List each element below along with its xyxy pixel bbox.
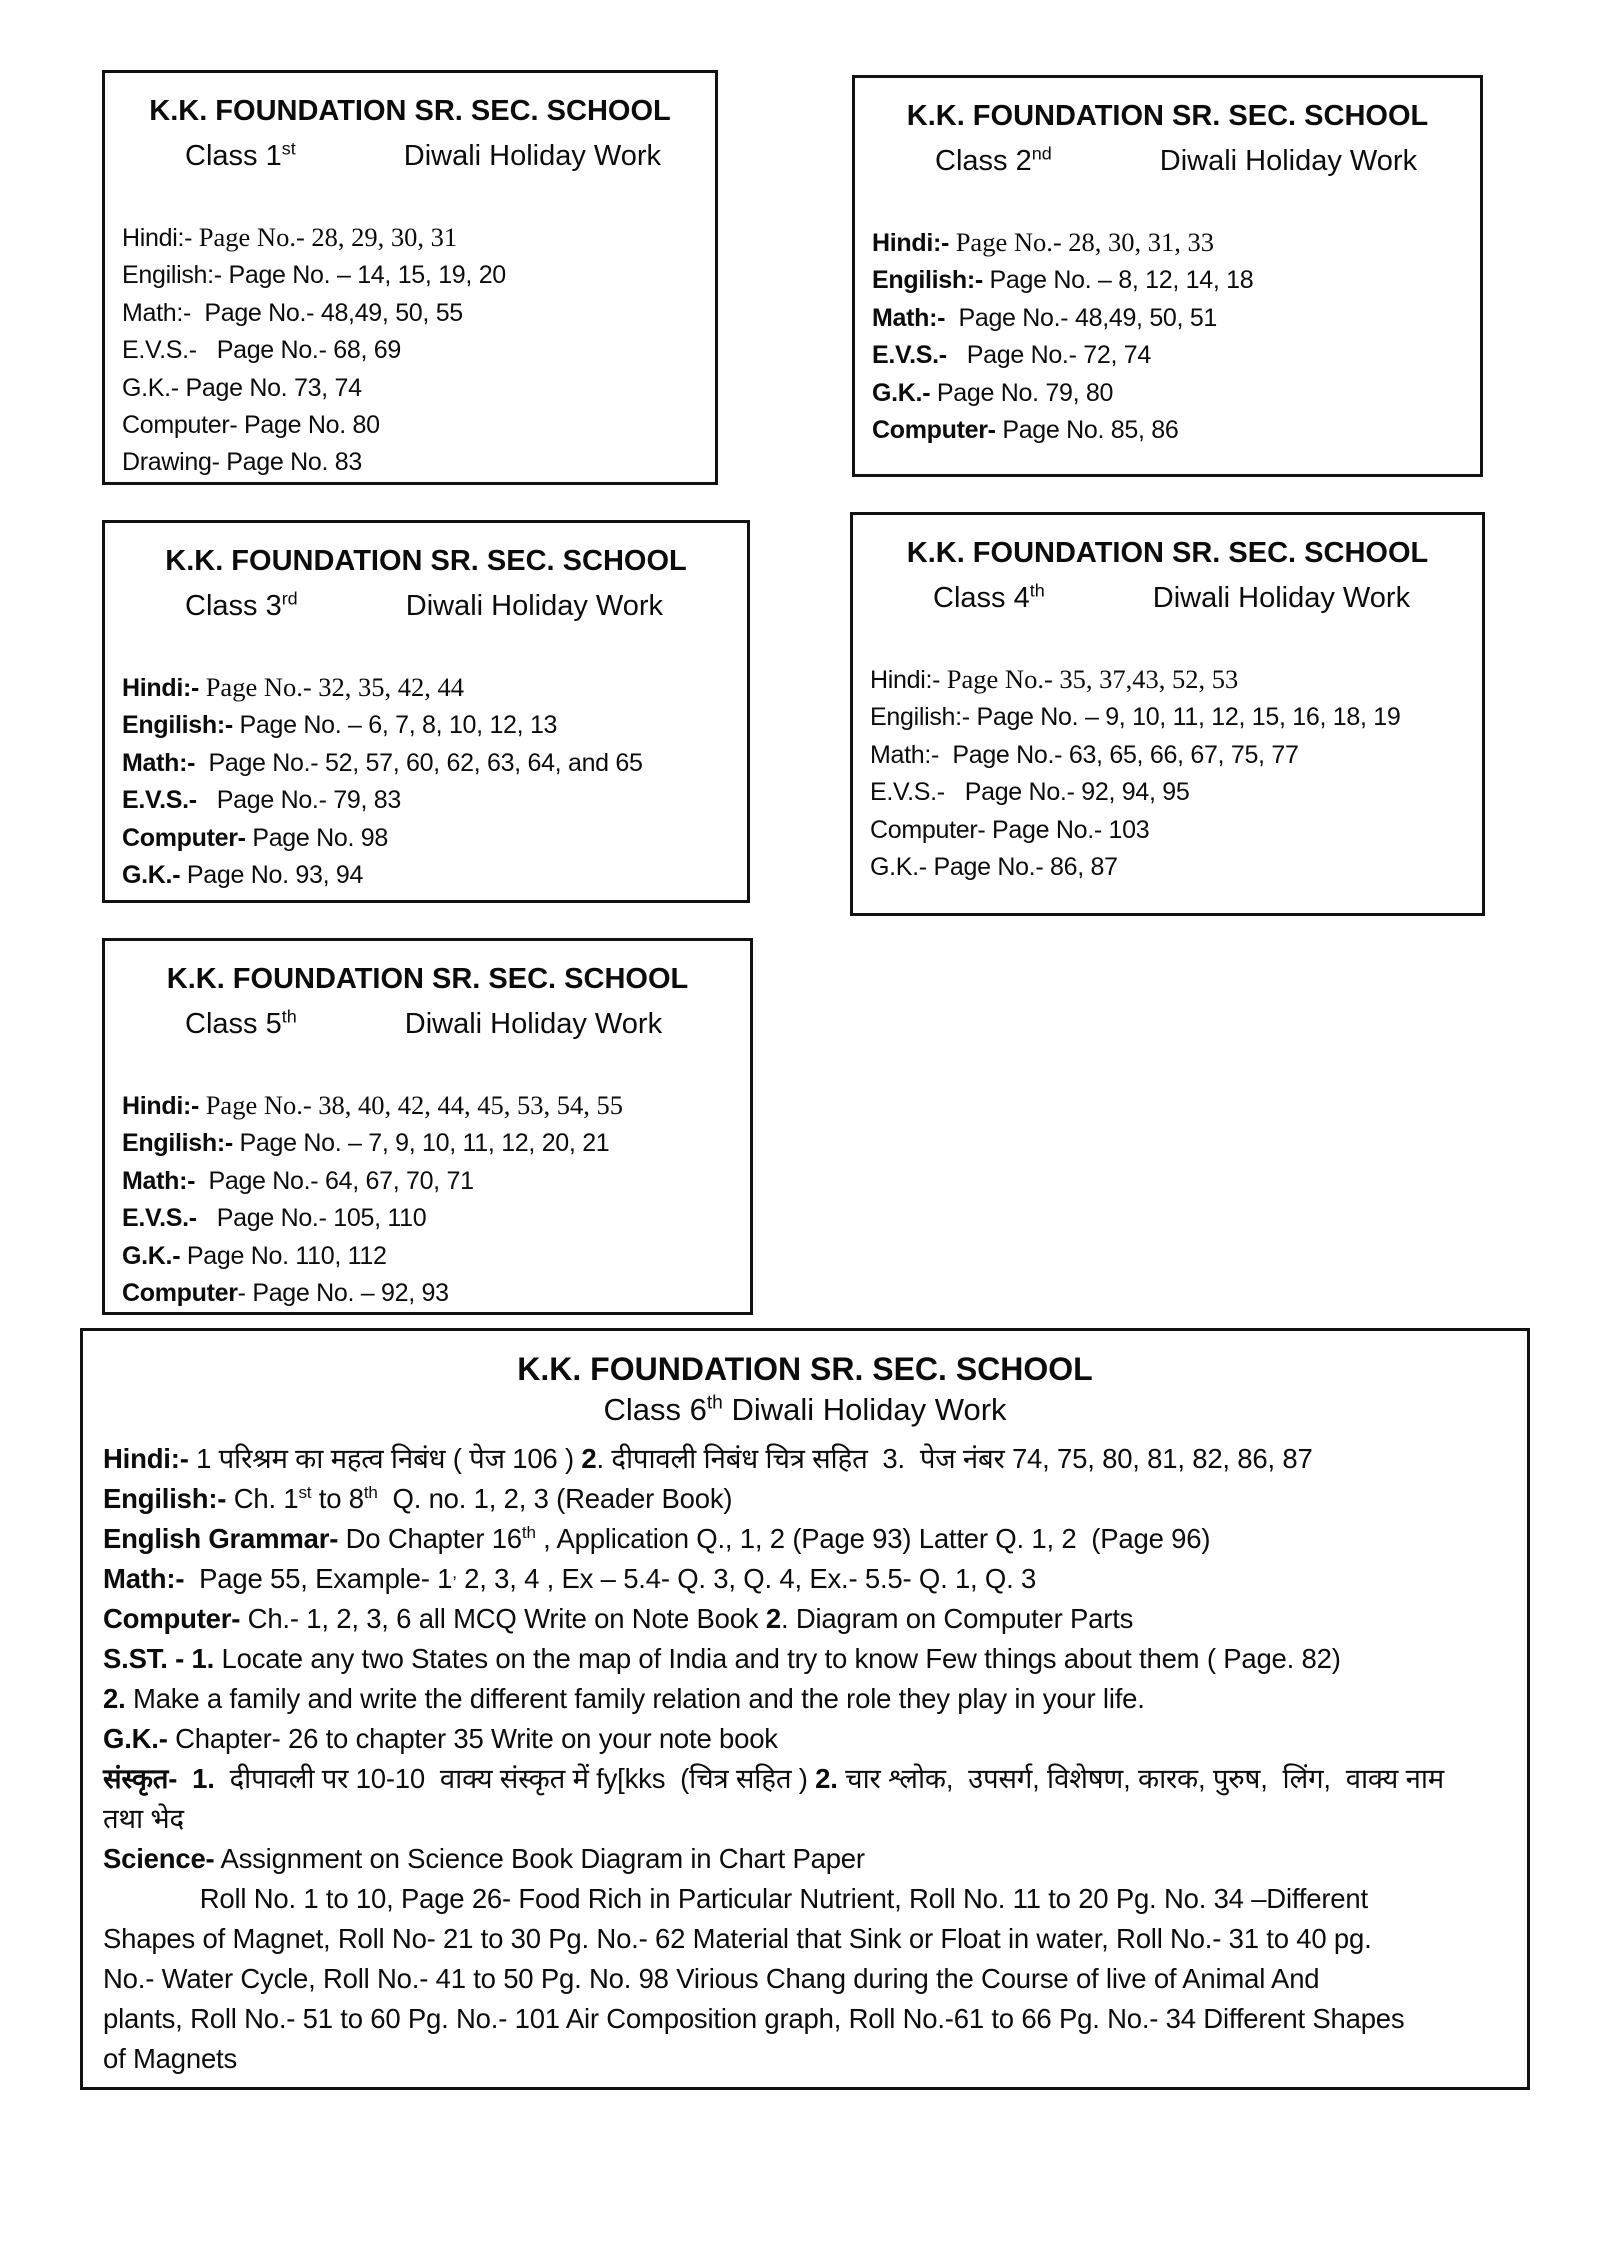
assignment-lines xyxy=(105,219,715,482)
assignment-line xyxy=(870,661,1465,699)
text-run xyxy=(177,1763,192,1794)
assignment-line xyxy=(122,820,730,857)
text-run: Page No.- 105, 110 xyxy=(203,1204,427,1233)
text-run: Math:- Page No.- 63, 65, 66, 67, 75, 77 xyxy=(870,740,1299,769)
class-label-text: Class 5 xyxy=(185,1008,282,1040)
text-run: Computer- Page No. 80 xyxy=(122,411,380,440)
text-run: Roll No. 1 to 10, Page 26- Food Rich in Particular Nutrient, Roll No. 11 to 20 Pg. No. 34 –Different xyxy=(103,1883,1368,1914)
text-run: Computer xyxy=(122,1279,238,1308)
assignment-line xyxy=(103,1719,1507,1759)
class-title-row xyxy=(853,579,1482,617)
assignment-line xyxy=(122,857,730,894)
assignment-line xyxy=(872,337,1463,374)
school-name-heading: K.K. FOUNDATION SR. SEC. SCHOOL xyxy=(906,100,1429,132)
assignment-line xyxy=(872,262,1463,299)
class-1st-homework-box xyxy=(102,70,718,485)
assignment-line xyxy=(103,1639,1507,1679)
assignment-line xyxy=(103,1679,1507,1719)
class-label xyxy=(185,590,298,622)
text-run: G.K.- xyxy=(122,1241,187,1270)
text-run: Diwali Holiday Work xyxy=(722,1392,1007,1427)
assignment-line xyxy=(122,707,730,744)
work-title: Diwali Holiday Work xyxy=(404,1008,663,1040)
assignment-line xyxy=(122,219,698,257)
assignment-line xyxy=(103,1919,1507,1959)
text-run: - Page No. – 92, 93 xyxy=(237,1279,449,1308)
text-run: Hindi:- xyxy=(870,666,947,694)
text-run: Engilish:- Page No. – 9, 10, 11, 12, 15, 16, 18, 19 xyxy=(870,703,1401,732)
assignment-line xyxy=(122,444,698,481)
assignment-lines xyxy=(83,1439,1527,2079)
text-run: Page No. 85, 86 xyxy=(1002,416,1179,445)
class-6th-homework-box xyxy=(80,1328,1530,2090)
text-run: E.V.S.- Page No.- 68, 69 xyxy=(122,336,401,365)
text-run: th xyxy=(521,1522,536,1542)
assignment-line xyxy=(122,1163,733,1200)
text-run: English Grammar- xyxy=(103,1523,339,1554)
work-title: Diwali Holiday Work xyxy=(1152,582,1411,614)
assignment-line xyxy=(122,782,730,819)
text-run: Computer- xyxy=(103,1603,241,1634)
school-name-heading: K.K. FOUNDATION SR. SEC. SCHOOL xyxy=(517,1351,1093,1387)
assignment-line xyxy=(870,699,1465,736)
class-label xyxy=(935,145,1052,177)
text-run: Do Chapter 16 xyxy=(338,1523,522,1554)
assignment-line xyxy=(872,375,1463,412)
text-run: . दीपावली निबंध चित्र सहित 3. पेज नंबर 74, 75, 80, 81, 82, 86, 87 xyxy=(596,1443,1313,1474)
assignment-line xyxy=(103,1439,1507,1479)
text-run: G.K.- xyxy=(872,378,937,407)
class-title-row xyxy=(855,142,1480,180)
text-run: Page No. 110, 112 xyxy=(186,1241,387,1270)
class-label xyxy=(185,140,296,172)
text-run: Page No.- 28, 30, 31, 33 xyxy=(955,227,1215,257)
text-run: Engilish:- Page No. – 14, 15, 19, 20 xyxy=(122,261,506,290)
text-run: Hindi:- xyxy=(122,224,199,252)
text-run: Page No.- 32, 35, 42, 44 xyxy=(205,672,465,702)
assignment-line xyxy=(122,745,730,782)
text-run: Class 6 xyxy=(603,1392,707,1427)
assignment-lines xyxy=(853,661,1482,886)
text-run: Page No.- 48,49, 50, 51 xyxy=(951,303,1218,332)
text-run: . Diagram on Computer Parts xyxy=(780,1603,1134,1634)
text-run: , Application Q., 1, 2 (Page 93) Latter Q. 1, 2 (Page 96) xyxy=(535,1523,1211,1554)
text-run: G.K.- xyxy=(103,1723,168,1754)
text-run: 2 xyxy=(581,1443,597,1474)
assignment-line xyxy=(103,1879,1507,1919)
text-run: Math:- xyxy=(872,303,952,332)
class-label-text: Class 2 xyxy=(935,145,1032,177)
text-run: th xyxy=(363,1482,378,1502)
assignment-line xyxy=(122,332,698,369)
text-run: Make a family and write the different family relation and the role they play in your life. xyxy=(125,1683,1145,1714)
assignment-lines xyxy=(855,224,1480,449)
text-run: No.- Water Cycle, Roll No.- 41 to 50 Pg. No. 98 Virious Chang during the Course of live of Animal And xyxy=(103,1963,1320,1994)
assignment-line xyxy=(103,1799,1507,1839)
text-run: Hindi:- xyxy=(103,1443,189,1474)
text-run: Hindi:- xyxy=(872,229,956,257)
text-run: st xyxy=(298,1482,312,1502)
text-run: G.K.- Page No.- 86, 87 xyxy=(870,853,1118,882)
text-run: Ch. 1 xyxy=(226,1483,299,1514)
class-label-text: Class 1 xyxy=(185,140,282,172)
class-2nd-homework-box xyxy=(852,75,1483,477)
text-run: Page No.- 79, 83 xyxy=(203,786,401,815)
assignment-line xyxy=(122,407,698,444)
class-5th-homework-box xyxy=(102,938,753,1315)
text-run: 2. xyxy=(103,1683,126,1714)
ordinal-suffix: rd xyxy=(281,588,298,609)
ordinal-suffix: th xyxy=(1029,580,1045,601)
text-run: Page No. 93, 94 xyxy=(186,861,364,890)
text-run: Science- xyxy=(103,1843,215,1874)
assignment-lines xyxy=(105,1087,750,1312)
text-run: Shapes of Magnet, Roll No- 21 to 30 Pg. No.- 62 Material that Sink or Float in water, Roll No.- 31 to 40 pg. xyxy=(103,1923,1372,1954)
assignment-line xyxy=(103,1999,1507,2039)
text-run: of Magnets xyxy=(103,2043,238,2074)
class-4th-homework-box xyxy=(850,512,1485,916)
class-title-row xyxy=(105,587,747,625)
text-run: Page No.- 64, 67, 70, 71 xyxy=(201,1166,474,1195)
text-run: Page No. 79, 80 xyxy=(936,378,1114,407)
text-run: तथा भेद xyxy=(103,1803,184,1834)
text-run: Page No. – 6, 7, 8, 10, 12, 13 xyxy=(239,711,558,740)
assignment-line xyxy=(122,669,730,707)
text-run: 2, 3, 4 , Ex – 5.4- Q. 3, Q. 4, Ex.- 5.5- Q. 1, Q. 3 xyxy=(456,1563,1037,1594)
text-run: 2 xyxy=(765,1603,781,1634)
text-run: Assignment on Science Book Diagram in Chart Paper xyxy=(214,1843,865,1874)
text-run: E.V.S.- xyxy=(122,786,204,815)
text-run: plants, Roll No.- 51 to 60 Pg. No.- 101 Air Composition graph, Roll No.-61 to 66 Pg. No.- 34 Different Shapes xyxy=(103,2003,1405,2034)
text-run: , xyxy=(452,1562,457,1582)
assignment-line xyxy=(103,1519,1507,1559)
work-title: Diwali Holiday Work xyxy=(1159,145,1418,177)
class-title-row xyxy=(105,1005,750,1043)
assignment-line xyxy=(122,1238,733,1275)
work-title: Diwali Holiday Work xyxy=(403,140,662,172)
text-run: Computer- Page No.- 103 xyxy=(870,815,1150,844)
text-run: चार श्लोक, उपसर्ग, विशेषण, कारक, पुरुष, लिंग, वाक्य नाम xyxy=(837,1763,1445,1794)
assignment-line xyxy=(870,774,1465,811)
text-run: to 8 xyxy=(311,1483,364,1514)
ordinal-suffix: th xyxy=(281,1006,297,1027)
assignment-line xyxy=(103,1559,1507,1599)
assignment-line xyxy=(870,812,1465,849)
text-run: E.V.S.- xyxy=(872,341,954,370)
text-run: Computer- xyxy=(122,823,253,852)
text-run: 1 परिश्रम का महत्व निबंध ( पेज 106 ) xyxy=(188,1443,582,1474)
text-run: Engilish:- xyxy=(122,711,240,740)
text-run: संस्कृत- xyxy=(103,1763,178,1794)
assignment-line xyxy=(872,300,1463,337)
assignment-line xyxy=(870,737,1465,774)
text-run: Q. no. 1, 2, 3 (Reader Book) xyxy=(377,1483,733,1514)
class-label xyxy=(185,1008,297,1040)
text-run: Page No.- 38, 40, 42, 44, 45, 53, 54, 55 xyxy=(205,1090,624,1120)
text-run: Engilish:- xyxy=(122,1129,240,1158)
school-name-heading: K.K. FOUNDATION SR. SEC. SCHOOL xyxy=(165,545,687,577)
work-title: Diwali Holiday Work xyxy=(405,590,664,622)
class-title-row xyxy=(83,1389,1527,1431)
class-title-row xyxy=(105,137,715,175)
text-run: 2. xyxy=(815,1763,838,1794)
assignment-line xyxy=(872,412,1463,449)
assignment-line xyxy=(122,295,698,332)
text-run: E.V.S.- Page No.- 92, 94, 95 xyxy=(870,778,1190,807)
text-run: S.ST. - 1. xyxy=(103,1643,215,1674)
assignment-line xyxy=(122,1087,733,1125)
assignment-line xyxy=(103,1479,1507,1519)
assignment-line xyxy=(872,224,1463,262)
text-run: Drawing- Page No. 83 xyxy=(122,448,362,477)
assignment-line xyxy=(122,1200,733,1237)
assignment-line xyxy=(103,1839,1507,1879)
assignment-line xyxy=(122,1275,733,1312)
text-run: Math:- xyxy=(103,1563,185,1594)
assignment-line xyxy=(103,1959,1507,1999)
text-run: Ch.- 1, 2, 3, 6 all MCQ Write on Note Book xyxy=(240,1603,766,1634)
text-run: दीपावली पर 10-10 वाक्य संस्कृत में fy[kks (चित्र सहित ) xyxy=(214,1763,816,1794)
text-run: Hindi:- xyxy=(122,674,206,702)
text-run: Page No.- 72, 74 xyxy=(953,341,1151,370)
text-run: Engilish:- xyxy=(103,1483,227,1514)
text-run: Math:- xyxy=(122,1166,202,1195)
text-run: Page No.- 28, 29, 30, 31 xyxy=(198,222,458,252)
assignment-lines xyxy=(105,669,747,894)
ordinal-suffix: nd xyxy=(1031,143,1052,164)
text-run: Chapter- 26 to chapter 35 Write on your note book xyxy=(167,1723,778,1754)
text-run: 1. xyxy=(192,1763,215,1794)
text-run: Page No.- 52, 57, 60, 62, 63, 64, and 65 xyxy=(201,748,643,777)
text-run: Page No.- 35, 37,43, 52, 53 xyxy=(946,664,1239,694)
assignment-line xyxy=(103,2039,1507,2079)
text-run: Math:- Page No.- 48,49, 50, 55 xyxy=(122,298,463,327)
assignment-line xyxy=(122,257,698,294)
class-label xyxy=(933,582,1045,614)
text-run: E.V.S.- xyxy=(122,1204,204,1233)
text-run: Math:- xyxy=(122,748,202,777)
text-run: th xyxy=(706,1392,723,1414)
text-run: Page No. – 7, 9, 10, 11, 12, 20, 21 xyxy=(239,1129,610,1158)
class-3rd-homework-box xyxy=(102,520,750,903)
assignment-line xyxy=(103,1759,1507,1799)
school-name-heading: K.K. FOUNDATION SR. SEC. SCHOOL xyxy=(906,537,1429,569)
assignment-line xyxy=(870,849,1465,886)
text-run: G.K.- xyxy=(122,861,187,890)
text-run: Locate any two States on the map of India and try to know Few things about them ( Page. 82) xyxy=(214,1643,1341,1674)
assignment-line xyxy=(103,1599,1507,1639)
text-run: Engilish:- xyxy=(872,266,990,295)
text-run: G.K.- Page No. 73, 74 xyxy=(122,373,362,402)
text-run: Page No. 98 xyxy=(252,823,389,852)
class-label-text: Class 3 xyxy=(185,590,282,622)
text-run: Page 55, Example- 1 xyxy=(184,1563,453,1594)
school-name-heading: K.K. FOUNDATION SR. SEC. SCHOOL xyxy=(166,963,689,995)
text-run: Computer- xyxy=(872,416,1003,445)
assignment-line xyxy=(122,1125,733,1162)
text-run: Hindi:- xyxy=(122,1092,206,1120)
school-name-heading: K.K. FOUNDATION SR. SEC. SCHOOL xyxy=(149,95,671,127)
assignment-line xyxy=(122,370,698,407)
ordinal-suffix: st xyxy=(281,138,296,159)
text-run: Page No. – 8, 12, 14, 18 xyxy=(989,266,1254,295)
class-label-text: Class 4 xyxy=(933,582,1030,614)
